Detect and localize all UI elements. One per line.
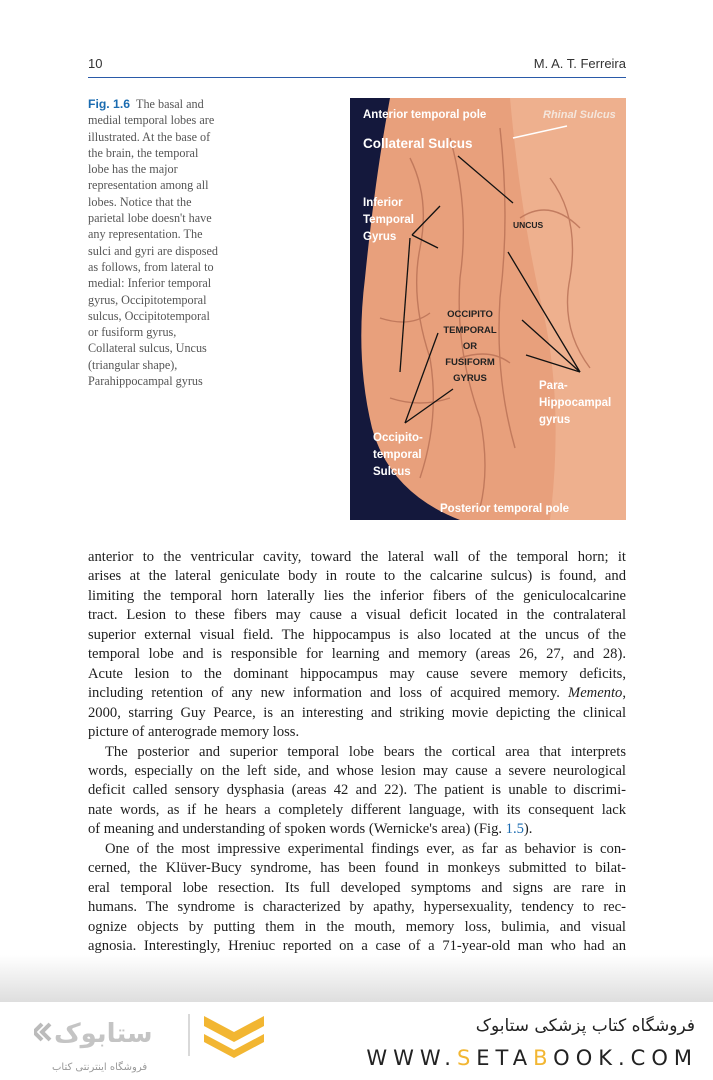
text-run: humans. The syndrome is characterized by apathy, hypersexuality, tendency to rec- (88, 899, 626, 916)
label-fusiform-5: GYRUS (453, 373, 487, 384)
text-run: agnosia. Interestingly, Hreniuc reported on a case of a 71-year-old man who had an (88, 938, 626, 955)
label-ots-1: Occipito- (373, 432, 423, 444)
label-itg-1: Inferior (363, 197, 403, 209)
logo-wordmark: ستابوک (54, 1019, 153, 1049)
caption-line (88, 129, 238, 145)
text-line (88, 626, 626, 645)
caption-text: Collateral sulcus, Uncus (88, 341, 207, 356)
label-ots-3: Sulcus (373, 466, 411, 478)
label-posterior-pole: Posterior temporal pole (440, 503, 570, 515)
label-para-3: gyrus (539, 414, 571, 426)
text-line (88, 743, 626, 762)
caption-line (88, 161, 238, 177)
text-line (88, 567, 626, 586)
text-line (88, 684, 626, 703)
caption-line (88, 357, 238, 373)
text-line (88, 704, 626, 723)
page-number: 10 (88, 56, 103, 71)
label-itg-2: Temporal (363, 214, 414, 226)
caption-line (88, 292, 238, 308)
label-fusiform-3: OR (462, 341, 478, 352)
text-run: of meaning and understanding of spoken words (Wernicke's area) (Fig. (88, 821, 506, 838)
text-line (88, 723, 626, 742)
text-run: , (622, 685, 626, 702)
caption-line (88, 145, 238, 161)
text-line (88, 645, 626, 664)
figure-label: Fig. 1.6 (88, 97, 130, 111)
movie-title: Memento (568, 685, 623, 702)
label-para-2: Hippocampal (539, 397, 612, 409)
setabook-logo (34, 1010, 274, 1058)
caption-text: The basal and (136, 97, 204, 111)
caption-line (88, 194, 238, 210)
caption-line (88, 210, 238, 226)
label-para-1: Para- (539, 380, 568, 392)
label-itg-3: Gyrus (363, 231, 397, 243)
figure-reference-link[interactable]: 1.5 (505, 821, 524, 838)
caption-line (88, 226, 238, 242)
caption-text: lobes. Notice that the (88, 194, 192, 209)
chevron-mark-icon (204, 1016, 264, 1042)
text-run: including retention of any new information and loss of acquired memory. (88, 685, 569, 702)
caption-line (88, 308, 238, 324)
text-run: superior external visual field. The hippocampus is also located at the uncus of the (88, 626, 626, 643)
text-run: deficit called sensory dysphasia (areas 42 and 22). The patient is unable to discrimi- (88, 782, 626, 799)
text-run: picture of anterograde memory loss. (88, 724, 300, 741)
text-line (88, 801, 626, 820)
text-run: ognize objects by putting them in the mouth, memory loss, bulimia, and visual (88, 918, 626, 935)
text-run: 2000, starring Guy Pearce, is an interesting and striking movie depicting the clinical (88, 704, 626, 721)
label-fusiform-4: FUSIFORM (445, 357, 495, 368)
caption-line (88, 177, 238, 193)
caption-text: sulcus, Occipitotemporal (88, 308, 210, 323)
text-run: anterior to the ventricular cavity, toward the lateral wall of the temporal horn; it (88, 549, 626, 565)
running-head-author: M. A. T. Ferreira (533, 56, 626, 71)
label-fusiform-2: TEMPORAL (443, 325, 497, 336)
caption-text: lobe has the major (88, 162, 178, 177)
text-run: One of the most impressive experimental findings ever, as far as behavior is con- (105, 840, 626, 857)
text-line (88, 762, 626, 781)
text-run: nate words, as if he hears a completely different language, with its consequent lack (88, 801, 626, 818)
text-run: The posterior and superior temporal lobe bears the cortical area that interprets (105, 743, 626, 760)
label-collateral-sulcus: Collateral Sulcus (363, 136, 473, 151)
watermark-footer (0, 1002, 713, 1080)
caption-text: medial: Inferior temporal (88, 276, 212, 291)
caption-text: (triangular shape), (88, 357, 178, 372)
caption-text: or fusiform gyrus, (88, 325, 177, 340)
label-anterior-pole: Anterior temporal pole (363, 109, 487, 121)
label-ots-2: temporal (373, 449, 422, 461)
caption-text: medial temporal lobes are (88, 113, 215, 128)
caption-line (88, 275, 238, 291)
text-run: Acute lesion to the dominant hippocampus may cause severe memory deficits, (88, 665, 626, 682)
caption-text: sulci and gyri are disposed (88, 243, 218, 258)
text-run: arises at the lateral geniculate body in route to the calcarine sulcus) is found, and (88, 568, 626, 585)
text-run: eral temporal lobe resection. Its full developed symptoms and signs are rare in (88, 879, 626, 896)
label-fusiform-1: OCCIPITO (447, 309, 493, 320)
text-run: words, especially on the left side, and whose lesion may cause a severe neurological (88, 762, 626, 779)
caption-text: the brain, the temporal (88, 145, 199, 160)
store-url[interactable]: WWW.SETABOOK.COM (366, 1046, 698, 1070)
text-run: temporal lobe and is responsible for learning and memory (areas 26, 27, and 28). (88, 646, 626, 663)
caption-line (88, 324, 238, 340)
caption-text: representation among all (88, 178, 209, 193)
text-line (88, 840, 626, 859)
label-uncus: UNCUS (513, 220, 544, 230)
text-line (88, 587, 626, 606)
text-run: cerned, the Klüver-Bucy syndrome, has been found in monkeys submitted to bilat- (88, 860, 626, 877)
caption-text: parietal lobe doesn't have (88, 211, 212, 226)
text-line (88, 918, 626, 937)
header-rule (88, 77, 626, 78)
text-line (88, 606, 626, 625)
caption-line (88, 112, 238, 128)
text-line (88, 879, 626, 898)
caption-line (88, 259, 238, 275)
figure-caption (88, 96, 238, 389)
text-line (88, 781, 626, 800)
caption-text: Parahippocampal gyrus (88, 374, 203, 389)
text-line (88, 898, 626, 917)
caption-text: illustrated. At the base of (88, 129, 211, 144)
caption-line (88, 373, 238, 389)
text-run: limiting the temporal horn laterally lies the inferior fibers of the geniculocalcarine (88, 587, 626, 604)
logo-subtitle: فروشگاه اینترنتی کتاب (52, 1062, 148, 1073)
caption-line (88, 340, 238, 356)
text-run: ). (523, 821, 533, 838)
caption-text: as follows, from lateral to (88, 259, 214, 274)
store-name: فروشگاه کتاب پزشکی ستابوک (475, 1016, 695, 1036)
text-line (88, 665, 626, 684)
bottom-fade (0, 955, 713, 1003)
text-line (88, 937, 626, 956)
caption-text: any representation. The (88, 227, 203, 242)
brain-figure (350, 98, 626, 520)
text-line (88, 548, 626, 567)
text-line (88, 859, 626, 878)
caption-line (88, 243, 238, 259)
caption-line (88, 96, 238, 112)
text-run: tract. Lesion to these fibers may cause a visual deficit located in the contralateral (88, 607, 626, 624)
text-line (88, 820, 626, 839)
caption-text: gyrus, Occipitotemporal (88, 292, 207, 307)
body-text (88, 548, 626, 957)
label-rhinal-sulcus: Rhinal Sulcus (543, 109, 616, 121)
